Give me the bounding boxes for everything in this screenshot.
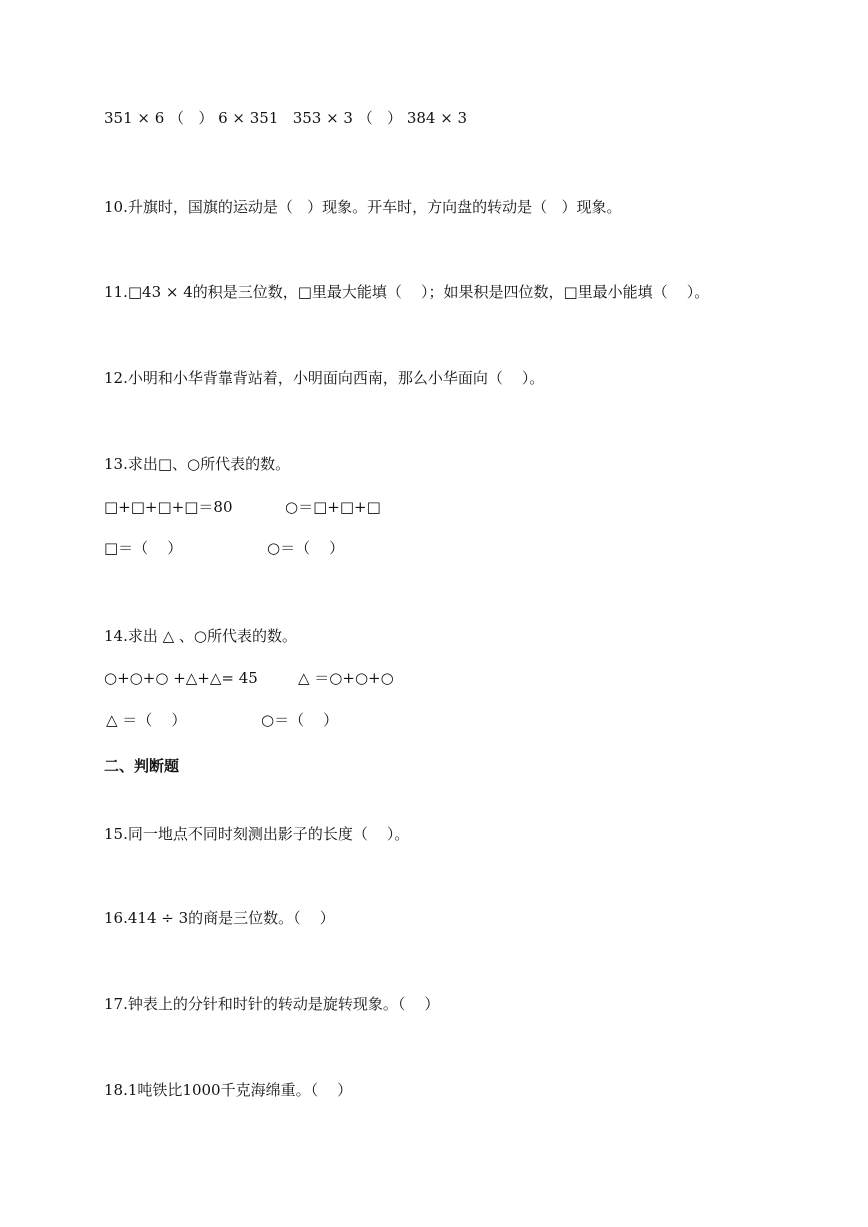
- q14-answer-circle: ○＝（ ）: [261, 711, 339, 729]
- q13-equation-2: ○＝□+□+□: [285, 498, 381, 516]
- q13-answer-circle: ○＝（ ）: [267, 539, 345, 557]
- question-13: 13.求出□、○所代表的数。: [104, 455, 291, 473]
- question-11: 11.□43 × 4的积是三位数，□里最大能填（ ）；如果积是四位数，□里最小能填（ ）。: [104, 283, 710, 301]
- q14-answer-triangle: △ ＝（ ）: [106, 711, 187, 729]
- question-17: 17.钟表上的分针和时针的转动是旋转现象。（ ）: [104, 995, 440, 1013]
- question-10: 10.升旗时，国旗的运动是（ ）现象。开车时，方向盘的转动是（ ）现象。: [104, 198, 622, 216]
- q13-equation-1: □+□+□+□＝80: [104, 498, 233, 516]
- line-comparison: 351 × 6 （ ） 6 × 351 353 × 3 （ ） 384 × 3: [104, 109, 468, 127]
- question-12: 12.小明和小华背靠背站着，小明面向西南，那么小华面向（ ）。: [104, 369, 545, 387]
- question-18: 18.1吨铁比1000千克海绵重。（ ）: [104, 1081, 353, 1099]
- q13-answer-square: □＝（ ）: [104, 539, 183, 557]
- question-16: 16.414 ÷ 3的商是三位数。（ ）: [104, 909, 335, 927]
- section-heading-judgement: 二、判断题: [104, 757, 180, 775]
- q14-equation-1: ○+○+○ +△+△= 45: [104, 669, 258, 687]
- question-14: 14.求出 △ 、○所代表的数。: [104, 627, 298, 645]
- q14-equation-2: △ ＝○+○+○: [298, 669, 394, 687]
- question-15: 15.同一地点不同时刻测出影子的长度（ ）。: [104, 825, 410, 843]
